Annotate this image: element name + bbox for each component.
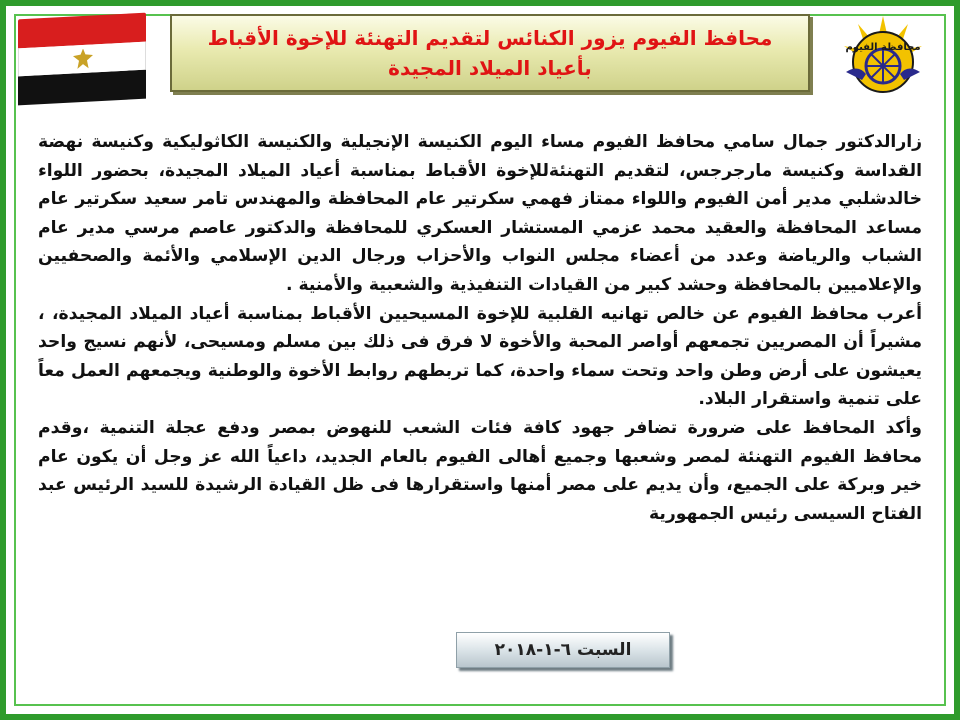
fayoum-governorate-logo-icon [838,14,928,104]
headline-box [170,14,810,92]
headline-line-1: محافظ الفيوم يزور الكنائس لتقديم التهنئة للإخوة الأقباط [207,26,773,50]
egypt-flag-icon [18,13,146,106]
emblem-text: محافظة الفيوم [845,42,921,53]
article-body [38,128,922,598]
eagle-of-saladin-icon [73,48,93,69]
article-paragraph-3: وأكد المحافظ على ضرورة تضافر جهود كافة فئات الشعب للنهوض بمصر ودفع عجلة التنمية ،وقدم محافظ الفيوم التهنئة لمصر وشعبها وجميع أهالى الفيوم بالعام الجديد، داعياً الله عز وجل أن يكون عام خير وبركة على الجميع، وأن يديم على مصر أمنها واستقرارها فى ظل القيادة الرشيدة للسيد الرئيس عبد الفتاح السيسى رئيس الجمهورية [38,417,922,524]
article-paragraph-1: زارالدكتور جمال سامي محافظ الفيوم مساء اليوم الكنيسة الإنجيلية والكنيسة الكاثوليكية وكنيسة نهضة القداسة وكنيسة مارجرجس، لتقديم التهنئةللإخوة الأقباط بمناسبة أعياد الميلاد المجيدة، بحضور اللواء خالدشلبي مدير أمن الفيوم واللواء ممتاز فهمي سكرتير عام المحافظة والمهندس تامر سعيد سكرتير عام مساعد المحافظة والعقيد محمد عزمي المستشار العسكري للمحافظة والدكتور عاصم مرسي مدير عام الشباب والرياضة وعدد من أعضاء مجلس النواب والأحزاب ورجال الدين الإسلامي والأئمة والصحفيين والإعلاميين بالمحافظة وحشد كبير من القيادات التنفيذية والشعبية والأمنية . [38,132,922,295]
article-paragraph-2: أعرب محافظ الفيوم عن خالص تهانيه القلبية للإخوة المسيحيين الأقباط بمناسبة أعياد الميلاد المجيدة، ، مشيراً أن المصريين تجمعهم أواصر المحبة والأخوة لا فرق فى ذلك بين مسلم ومسيحى، لأنهم نسيج واحد يعيشون على أرض وطن واحد وتحت سماء واحدة، كما تربطهم روابط الأخوة والوطنية ويجمعهم العمل معاً على تنمية واستقرار البلاد. [38,303,922,410]
date-label: السبت ٦-١-٢٠١٨ [456,632,670,668]
headline-line-2: بأعياد الميلاد المجيدة [388,56,592,80]
